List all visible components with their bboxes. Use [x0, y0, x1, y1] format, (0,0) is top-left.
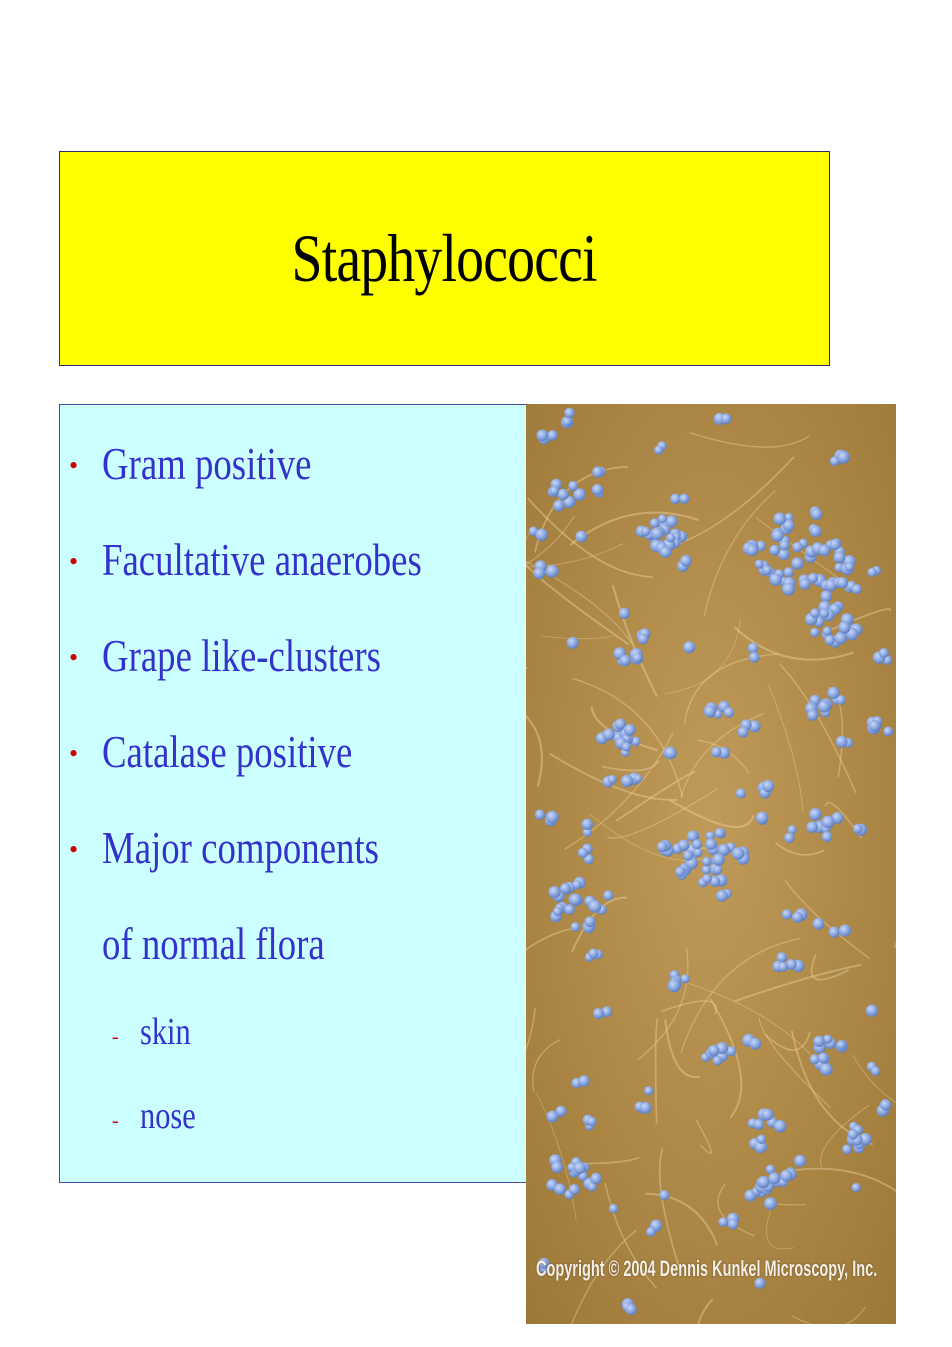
bullet-text: Major components [102, 822, 379, 873]
bullet-marker: • [69, 547, 79, 576]
bullet-marker: • [69, 643, 79, 672]
bullet-text: Catalase positive [102, 726, 353, 777]
sub-bullet-marker: - [112, 1026, 119, 1048]
micrograph-graphic [526, 404, 896, 1324]
copyright-caption: Copyright © 2004 Dennis Kunkel Microscopy, Inc. [536, 1256, 878, 1281]
sub-bullet-marker: - [112, 1110, 119, 1132]
bullet-marker: • [69, 835, 79, 864]
sub-bullet-text: nose [140, 1095, 196, 1137]
bullet-text: of normal flora [102, 918, 325, 969]
bullet-text: Facultative anaerobes [102, 534, 422, 585]
slide-title: Staphylococci [291, 220, 598, 296]
micrograph-image [526, 404, 896, 1324]
bullet-text: Gram positive [102, 438, 312, 489]
sub-bullet-text: skin [140, 1011, 191, 1053]
bullet-text: Grape like-clusters [102, 630, 381, 681]
bullet-marker: • [69, 739, 79, 768]
bullet-marker: • [69, 451, 79, 480]
title-box [59, 151, 830, 366]
